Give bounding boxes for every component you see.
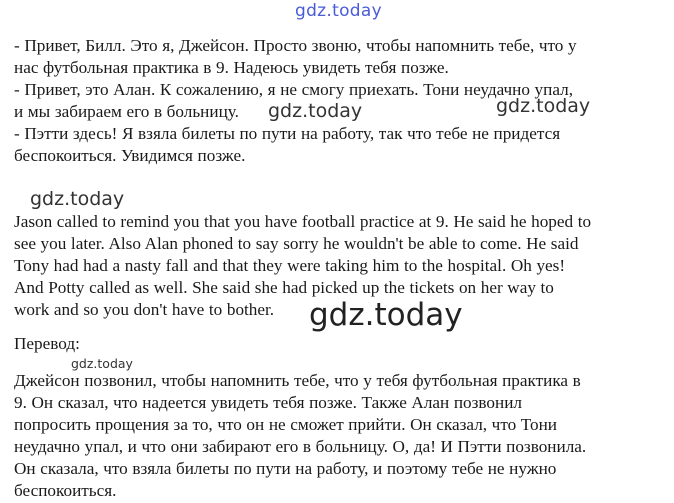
watermark-small: gdz.today (71, 356, 133, 371)
translation-line: Он сказала, что взяла билеты по пути на работу, и поэтому тебе не нужно (14, 459, 557, 478)
translation-line: 9. Он сказал, что надеется увидеть тебя позже. Также Алан позвонил (14, 393, 522, 412)
english-message-line: Jason called to remind you that you have football practice at 9. He said he hoped to (14, 212, 592, 231)
watermark: gdz.today (268, 100, 363, 122)
watermark: gdz.today (496, 95, 591, 117)
english-message-line: And Potty called as well. She said she had picked up the tickets on her way to (14, 278, 554, 297)
russian-dialogue-line: беспокоиться. Увидимся позже. (14, 146, 246, 165)
translation-line: Джейсон позвонил, чтобы напомнить тебе, что у тебя футбольная практика в (14, 371, 581, 390)
english-message-line: see you later. Also Alan phoned to say sorry he wouldn't be able to come. He said (14, 234, 579, 253)
russian-dialogue-line: - Привет, это Алан. К сожалению, я не смогу приехать. Тони неудачно упал, (14, 80, 573, 99)
translation-text (14, 370, 664, 502)
translation-line: попросить прощения за то, что он не сможет прийти. Он сказал, что Тони (14, 415, 557, 434)
russian-dialogue-line: - Привет, Билл. Это я, Джейсон. Просто звоню, чтобы напомнить тебе, что у (14, 36, 577, 55)
watermark-large: gdz.today (309, 297, 463, 333)
english-message-line: Tony had had a nasty fall and that they were taking him to the hospital. Oh yes! (14, 256, 566, 275)
english-message-line: work and so you don't have to bother. (14, 300, 275, 319)
translation-line: беспокоиться. (14, 481, 117, 500)
russian-dialogue-line: - Пэтти здесь! Я взяла билеты по пути на работу, так что тебе не придется (14, 124, 561, 143)
watermark-top: gdz.today (295, 1, 382, 21)
translation-label: Перевод: (14, 334, 80, 353)
watermark: gdz.today (30, 188, 125, 210)
russian-dialogue-line: и мы забираем его в больницу. (14, 102, 239, 121)
russian-dialogue-line: нас футбольная практика в 9. Надеюсь увидеть тебя позже. (14, 58, 449, 77)
translation-line: неудачно упал, и что они забирают его в больницу. О, да! И Пэтти позвонила. (14, 437, 587, 456)
